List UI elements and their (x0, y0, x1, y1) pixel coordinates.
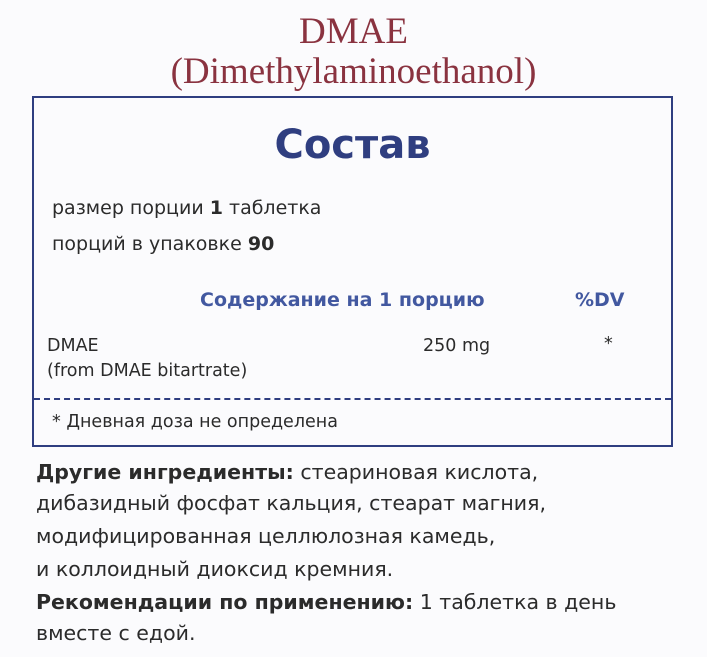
other-ingredients-line-4: и коллоидный диоксид кремния. (36, 557, 394, 581)
other-ingredients-text-1: стеариновая кислота, (300, 460, 539, 484)
supplement-facts-panel (32, 96, 673, 447)
footnote-divider (34, 398, 671, 400)
daily-value-header: %DV (575, 289, 625, 311)
other-ingredients-line-1 (36, 457, 538, 487)
servings-label: порций в упаковке (52, 233, 242, 255)
ingredient-source: (from DMAE bitartrate) (47, 361, 248, 381)
amount-per-serving-header: Содержание на 1 порцию (200, 289, 485, 311)
servings-value: 90 (247, 233, 275, 255)
other-ingredients-line-3: модифицированная целлюлозная камедь, (36, 524, 496, 548)
product-full-name: (Dimethylaminoethanol) (170, 51, 537, 92)
servings-row (52, 232, 274, 256)
facts-heading: Состав (274, 122, 431, 168)
serving-size-value: 1 (209, 197, 223, 219)
footnote: * Дневная доза не определена (52, 412, 338, 432)
serving-size-label: размер порции (52, 197, 204, 219)
usage-line-1 (36, 587, 616, 617)
ingredient-name: DMAE (47, 336, 99, 356)
other-ingredients-line-2: дибазидный фосфат кальция, стеарат магния, (36, 491, 546, 515)
product-name: DMAE (299, 11, 408, 52)
other-ingredients-label: Другие ингредиенты: (36, 460, 294, 484)
serving-size-unit: таблетка (229, 197, 322, 219)
serving-size-row (52, 196, 321, 220)
usage-label: Рекомендации по применению: (36, 590, 414, 614)
ingredient-amount: 250 mg (423, 336, 491, 356)
usage-line-2: вместе с едой. (36, 621, 196, 645)
usage-text-1: 1 таблетка в день (419, 590, 617, 614)
ingredient-dv: * (604, 334, 613, 354)
